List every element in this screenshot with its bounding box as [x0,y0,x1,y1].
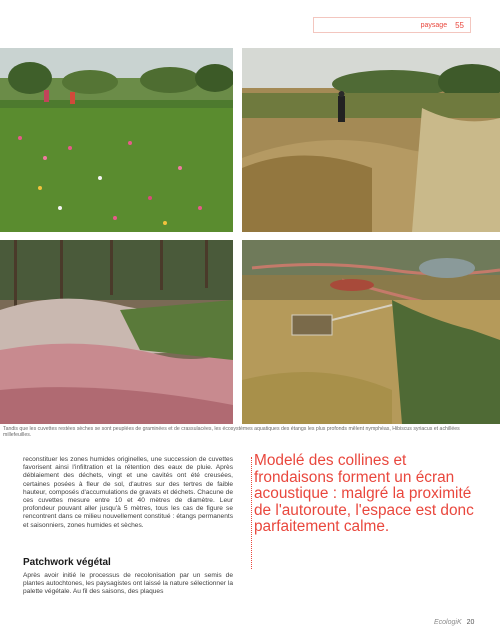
pullquote-rule [251,457,252,569]
footer-page-number: 20 [466,619,475,626]
photo-flower-meadow [0,48,233,232]
body-paragraph-1: reconstituer les zones humides originelles, une succession de cuvettes favorisent ainsi l'infiltration et la rétention des eaux de pluie. Après déblaiement des déchets, vingt et une cavités ont été creusées, certaines posées à fleur de sol, d'autres sur des tertres de faible hauteur, composés d'accumulations de gravats et déchets. Chacune de ces cuvettes mesure entre 10 et 40 mètres de diamètre. Leur profondeur pouvant aller jusqu'à 5 mètres, tous les cas de figure se rencontrent dans ce milieu nouvellement constitué : étangs permanents et saisonniers, zones humides et sèches. [23,456,233,529]
photo-tall-grasses [242,48,500,232]
photo-aerial-ponds [242,240,500,424]
page-footer [434,619,474,626]
running-header [313,17,471,33]
subheading: Patchwork végétal [23,557,111,568]
photo-pink-grasses [0,240,233,424]
body-text-column [23,456,233,530]
pullquote: Modelé des collines et frondaisons forment un écran acoustique : malgré la proximité de l'autoroute, l'espace est donc parfaitement calme. [254,452,474,536]
body-paragraph-2: Après avoir initié le processus de recolonisation par un semis de plantes autochtones, les paysagistes ont laissé la nature sélectionner la palette végétale. Au fil des saisons, des plaques [23,572,233,596]
magazine-logo: EcologiK [434,619,462,626]
page-number: 55 [455,20,464,30]
photo-caption: Tandis que les cuvettes restées sèches se sont peuplées de graminées et de crassulacées, les écosystèmes aquatiques des étangs les plus profonds mêlent nymphéas, Hibiscus syriacus et achillées millefeuilles. [3,426,460,439]
section-label: paysage [420,21,448,29]
